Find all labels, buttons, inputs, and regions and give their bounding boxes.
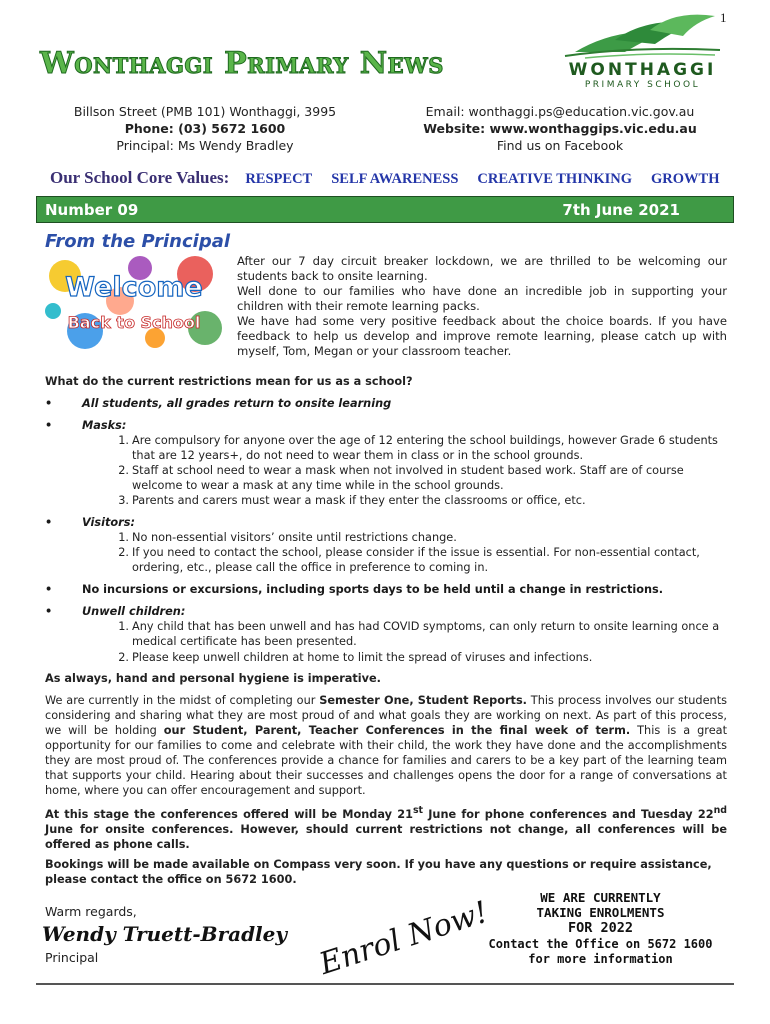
bullet-text: All students, all grades return to onsite learning [82,397,392,410]
bullet-text: Unwell children: [82,605,186,618]
ordinal-suffix: st [412,805,424,816]
enrol-line: WE ARE CURRENTLY [540,890,661,905]
welcome-back-image [45,256,223,348]
paragraph-text: This process involves our students considering and sharing what they are most proud of and what goals they are working on next. As part of this process, we will be holding [45,694,728,737]
welcome-text: Welcome [65,272,203,303]
paragraph-text: June for phone conferences and Tuesday 22 [423,807,714,821]
enrol-year: FOR 2022 [567,920,634,936]
intro-paragraph: After our 7 day circuit breaker lockdown, we are thrilled to be welcoming our students back to onsite learning. [237,254,727,283]
list-item-text: No non-essential visitors’ onsite until restrictions change. [132,531,457,544]
intro-paragraph: We have had some very positive feedback about the choice boards. If you have feedback to help us develop and improve remote learning, please catch up with myself, Tom, Megan or your classroom teacher. [237,314,727,358]
enrolments-notice [478,890,723,967]
list-item-text: Are compulsory for anyone over the age of 12 entering the school buildings, however Grade 6 students that are 12 years+, do not need to wear them in class or in the school grounds. [132,434,718,462]
signoff-greeting: Warm regards, [45,904,137,919]
issue-date: 7th June 2021 [562,201,680,219]
logo-subtitle: PRIMARY SCHOOL [584,80,701,90]
newsletter-title: Wonthaggi Primary News [40,46,444,81]
bottom-divider [36,983,734,985]
enrol-now-stamp [315,894,493,983]
dolphins-icon [555,10,730,60]
core-value-respect: RESPECT [245,171,313,187]
issue-banner [36,196,734,223]
bullet-text: No incursions or excursions, including sports days to be held until a change in restrictions. [82,583,664,596]
enrol-line: TAKING ENROLMENTS [536,905,665,920]
paragraph-text: We are currently in the midst of completing our [45,694,320,707]
email: Email: wonthaggi.ps@education.vic.gov.au [425,104,695,119]
core-values [50,168,734,188]
list-item-text: If you need to contact the school, please consider if the issue is essential. For non-essential contact, ordering, etc., please call the office in preference to coming in. [132,546,700,574]
core-values-label: Our School Core Values: [50,168,230,187]
enrol-now-text: Enrol Now! [315,894,493,983]
intro-paragraph: Well done to our families who have done an incredible job in supporting your children with their remote learning packs. [237,284,727,313]
core-value-self-awareness: SELF AWARENESS [331,171,459,187]
school-logo [555,10,730,90]
page-number: 1 [720,10,727,25]
contact-right [395,103,725,154]
address: Billson Street (PMB 101) Wonthaggi, 3995 [73,104,337,119]
core-value-creative-thinking: CREATIVE THINKING [477,171,632,187]
issue-number: Number 09 [45,201,139,219]
list-item-text: Any child that has been unwell and has had COVID symptoms, can only return to onsite learning once a medical certificate has been presented. [132,620,720,648]
ordinal-suffix: nd [713,805,727,816]
core-value-growth: GROWTH [651,171,720,187]
conferences-paragraph [45,803,727,852]
signoff-title: Principal [45,950,99,965]
section-heading: From the Principal [45,231,231,252]
phone: Phone: (03) 5672 1600 [124,121,286,136]
paragraph-bold-text: our Student, Parent, Teacher Conferences in the final week of term. [163,724,631,737]
paragraph-text: At this stage the conferences offered will be Monday 21 [45,807,413,821]
enrol-contact: Contact the Office on 5672 1600 [488,937,713,951]
restrictions-question: What do the current restrictions mean for us as a school? [45,375,413,388]
facebook: Find us on Facebook [496,138,624,153]
principal-name: Principal: Ms Wendy Bradley [116,138,294,153]
enrol-more-info: for more information [528,952,673,966]
list-item-text: Staff at school need to wear a mask when not involved in student based work. Staff are of course welcome to wear a mask at any time while in the school grounds. [132,464,684,492]
bookings-paragraph: Bookings will be made available on Compass very soon. If you have any questions or require assistance, please contact the office on 5672 1600. [45,858,712,886]
contact-left [50,103,360,154]
bullet-text: Masks: [82,419,127,432]
logo-name: WONTHAGGI [568,60,717,80]
list-item-text: Parents and carers must wear a mask if they enter the classrooms or office, etc. [132,494,586,507]
paragraph-bold-text: Semester One, Student Reports. [319,694,527,707]
list-item-text: Please keep unwell children at home to limit the spread of viruses and infections. [132,651,593,664]
back-to-school-text: Back to School [67,313,201,332]
paragraph-text: This is a great opportunity for our families to come and celebrate with their child, the work they have done and the accomplishments they are most proud of. The conferences provide a chance for families and carers to be a key part of the learning team that supports your child. Hearing about their successes and challenges opens the door for a range of conversations at home, where you can offer encouragement and support. [45,724,728,797]
intro-text [237,254,727,359]
paragraph-text: June for onsite conferences. However, should current restrictions not change, all conferences will be offered as phone calls. [45,822,727,851]
hygiene-note: As always, hand and personal hygiene is imperative. [45,672,381,685]
reports-paragraph [45,693,727,798]
signature: Wendy Truett-Bradley [42,922,287,946]
bullet-text: Visitors: [82,516,135,529]
website: Website: www.wonthaggips.vic.edu.au [423,121,697,136]
